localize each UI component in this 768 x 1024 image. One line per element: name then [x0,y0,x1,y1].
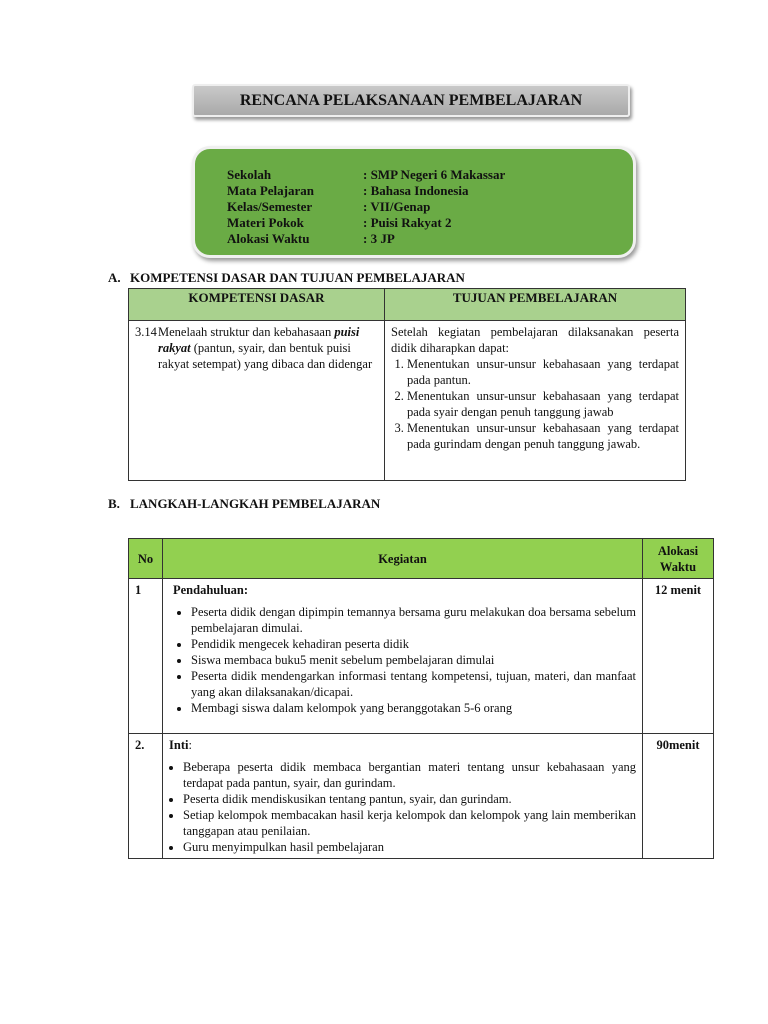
section-title: KOMPETENSI DASAR DAN TUJUAN PEMBELAJARAN [130,270,465,285]
document-title: RENCANA PELAKSANAAN PEMBELAJARAN [192,84,630,117]
list-item: • Peserta didik mendengarkan informasi tentang kompetensi, tujuan, materi, dan manfaat yang akan dilaksanakan/dicapai. [191,668,636,700]
col-no-header: No [129,539,163,579]
info-row-materi [227,215,633,231]
kd-text-post: (pantun, syair, dan bentuk puisi rakyat setempat) yang dibaca dan didengar [158,341,373,371]
col-alokasi-header: Alokasi Waktu [643,539,714,579]
section-b-heading [108,496,380,512]
row-kegiatan [163,734,643,859]
kd-text-pre: Menelaah struktur dan kebahasaan [158,325,332,339]
section-a-heading [108,270,465,286]
table-row [129,579,714,734]
row-kegiatan [163,579,643,734]
tp-item: 1. Menentukan unsur-unsur kebahasaan yang terdapat pada pantun. [407,356,679,388]
kd-emphasis: puisi rakyat [158,325,360,355]
tp-item: 2. Menentukan unsur-unsur kebahasaan yang terdapat pada syair dengan penuh tanggung jawab [407,388,679,420]
kd-text [158,324,378,372]
row-title-suffix: : [188,738,192,752]
info-label: Mata Pelajaran [227,183,315,198]
kd-number: 3.14 [135,325,157,339]
row-no: 2. [129,734,163,859]
info-row-alokasi [227,231,633,247]
info-row-kelas [227,199,633,215]
info-row-mapel [227,183,633,199]
list-item: • Membagi siswa dalam kelompok yang beranggotakan 5-6 orang [191,700,636,716]
tp-item: 3. Menentukan unsur-unsur kebahasaan yang terdapat pada gurindam dengan penuh tanggung jawab. [407,420,679,452]
row-time: 12 menit [643,579,714,734]
list-item: • Peserta didik mendiskusikan tentang pantun, syair, dan gurindam. [183,791,636,807]
info-value: : 3 JP [363,231,395,246]
row-title: Pendahuluan: [173,583,249,597]
list-item: • Setiap kelompok membacakan hasil kerja kelompok dan kelompok yang lain memberikan tanggapan atau penilaian. [183,807,636,839]
list-item: • Guru menyimpulkan hasil pembelajaran [183,839,636,855]
info-value: : VII/Genap [363,199,431,214]
langkah-table [128,538,714,859]
section-letter: A. [108,270,121,285]
identity-box [192,146,636,258]
info-label: Alokasi Waktu [227,231,310,246]
info-value: : SMP Negeri 6 Makassar [363,167,506,182]
section-title: LANGKAH-LANGKAH PEMBELAJARAN [130,496,381,511]
kd-tp-table [128,288,686,481]
info-row-sekolah [227,167,633,183]
table-row [129,734,714,859]
info-value: : Puisi Rakyat 2 [363,215,452,230]
row-title: Inti [169,738,189,752]
row-no: 1 [129,579,163,734]
list-item: • Peserta didik dengan dipimpin temannya bersama guru melakukan doa bersama sebelum pembelajaran dimulai. [191,604,636,636]
list-item: • Pendidik mengecek kehadiran peserta didik [191,636,636,652]
col-tp-header: TUJUAN PEMBELAJARAN [385,289,686,321]
info-label: Sekolah [227,167,272,182]
row-time: 90menit [643,734,714,859]
tp-intro: Setelah kegiatan pembelajaran dilaksanakan peserta didik diharapkan dapat: [391,325,679,355]
col-kd-header: KOMPETENSI DASAR [129,289,385,321]
info-label: Kelas/Semester [227,199,313,214]
section-letter: B. [108,496,120,511]
list-item: • Beberapa peserta didik membaca bergantian materi tentang unsur kebahasaan yang terdapat pada pantun, syair, dan gurindam. [183,759,636,791]
info-value: : Bahasa Indonesia [363,183,469,198]
list-item: • Siswa membaca buku5 menit sebelum pembelajaran dimulai [191,652,636,668]
info-label: Materi Pokok [227,215,304,230]
kd-cell [129,321,385,481]
col-kegiatan-header: Kegiatan [163,539,643,579]
tp-cell [385,321,686,481]
